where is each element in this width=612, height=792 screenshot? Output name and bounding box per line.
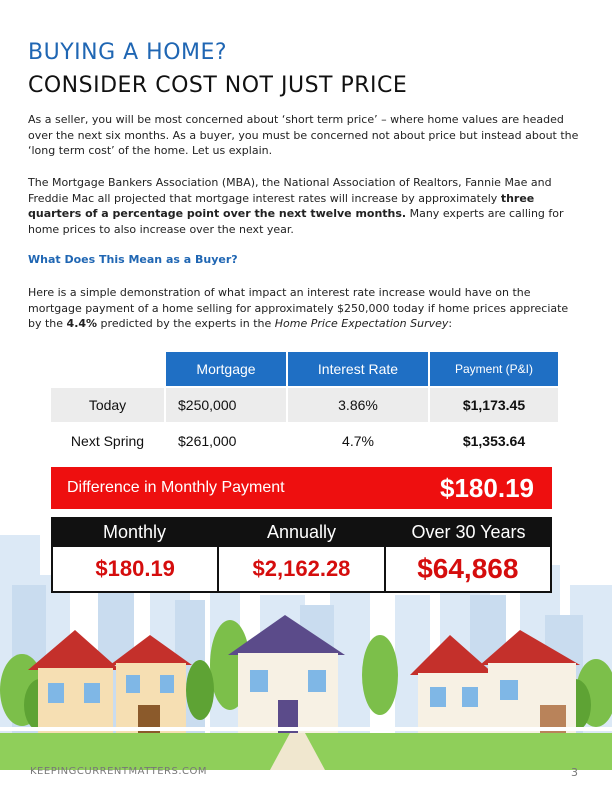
title-line-2: CONSIDER COST NOT JUST PRICE	[28, 73, 408, 98]
row-label: Today	[51, 388, 164, 422]
row-payment: $1,353.64	[462, 433, 526, 449]
demo-text-start: Here is a simple demonstration of what impact an interest rate increase would have on the mortgage payment of a home selling for approximately $250,000 today if home prices appreciate by the	[28, 286, 569, 330]
table-header-row	[51, 352, 558, 386]
forecast-text-start: The Mortgage Bankers Association (MBA), the National Association of Realtors, Fannie Mae and Freddie Mac all projected that mortgage interest rates will increase by approximately	[28, 176, 552, 205]
page-number: 3	[571, 766, 578, 779]
header-payment: Payment (P&I)	[430, 352, 558, 386]
difference-value: $180.19	[440, 472, 534, 503]
summary-value-annually: $2,162.28	[217, 547, 383, 591]
difference-label: Difference in Monthly Payment	[67, 479, 285, 496]
demo-text-end: :	[448, 317, 453, 330]
summary-header-annually: Annually	[266, 521, 337, 542]
summary-header-30-years: Over 30 Years	[411, 521, 526, 542]
row-mortgage: $261,000	[178, 433, 237, 449]
title-line-1: BUYING A HOME?	[28, 40, 228, 65]
table-corner	[51, 352, 164, 386]
row-rate: 3.86%	[288, 388, 428, 422]
section-subheading: What Does This Mean as a Buyer?	[28, 253, 238, 266]
table-row	[51, 388, 558, 422]
summary-value-monthly: $180.19	[95, 556, 175, 581]
header-interest-rate: Interest Rate	[288, 352, 428, 386]
cost-summary	[51, 517, 552, 593]
row-label: Next Spring	[70, 433, 145, 449]
row-rate: 4.7%	[342, 433, 374, 449]
summary-value-row	[51, 547, 552, 593]
forecast-text-end: Many experts are calling for home prices to also increase over the next year.	[28, 207, 564, 236]
footer-site: KEEPINGCURRENTMATTERS.COM	[30, 766, 208, 777]
forecast-text-bold: three quarters of a percentage point over the next twelve months.	[28, 191, 535, 220]
row-payment: $1,173.45	[430, 388, 558, 422]
demo-text-mid: predicted by the experts in the	[97, 317, 275, 330]
demo-paragraph	[28, 285, 584, 332]
header-mortgage: Mortgage	[166, 352, 286, 386]
row-mortgage: $250,000	[166, 388, 286, 422]
summary-value-30-years: $64,868	[384, 547, 550, 591]
demo-text-italic: Home Price Expectation Survey	[274, 317, 449, 330]
table-row	[51, 424, 558, 458]
difference-banner	[51, 467, 552, 509]
demo-text-bold: 4.4%	[66, 317, 98, 330]
summary-header-row	[51, 517, 552, 547]
summary-header-monthly: Monthly	[102, 521, 167, 542]
intro-paragraph: As a seller, you will be most concerned about ‘short term price’ – where home values are headed over the next six months. As a buyer, you must be concerned not about price but instead about the ‘long term cost’ of the home. Let us explain.	[28, 113, 579, 157]
forecast-paragraph	[28, 175, 584, 237]
